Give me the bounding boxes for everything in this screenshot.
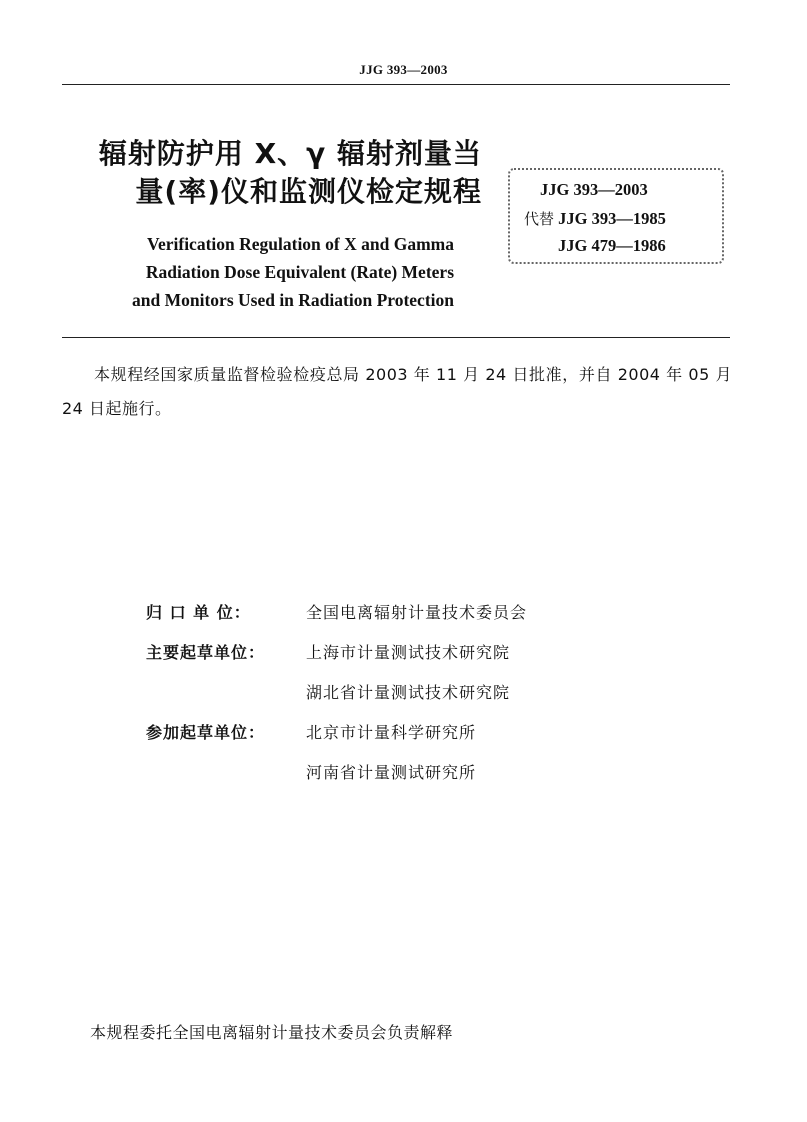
interpretation-note: 本规程委托全国电离辐射计量技术委员会负责解释 [90, 1023, 454, 1042]
current-standard-code: JJG 393—2003 [540, 180, 648, 199]
participating-unit-1: 北京市计量科学研究所 [306, 723, 477, 742]
main-drafting-unit-2: 湖北省计量测试技术研究院 [306, 683, 511, 702]
responsible-unit-label: 归 口 单 位： [146, 603, 251, 622]
title-en-line-2: Radiation Dose Equivalent (Rate) Meters [145, 262, 454, 282]
title-cn-line-2: 量(率)仪和监测仪检定规程 [135, 175, 482, 208]
title-en-line-1: Verification Regulation of X and Gamma [146, 234, 454, 254]
header-rule [62, 84, 730, 85]
title-cn-line-1: 辐射防护用 X、γ 辐射剂量当 [98, 137, 482, 170]
participating-unit-2: 河南省计量测试研究所 [306, 763, 477, 782]
participating-drafting-label: 参加起草单位： [146, 723, 266, 742]
replaces-line [524, 208, 666, 229]
responsible-unit: 全国电离辐射计量技术委员会 [306, 603, 528, 622]
approval-statement: 本规程经国家质量监督检验检疫总局 2003 年 11 月 24 日批准，并自 2004 年 05 月 24 日起施行。 [62, 365, 732, 418]
main-drafting-unit-1: 上海市计量测试技术研究院 [306, 643, 511, 662]
replaced-standard-2: JJG 479—1986 [558, 236, 666, 255]
replaced-standard-1: JJG 393—1985 [558, 209, 666, 228]
title-en-line-3: and Monitors Used in Radiation Protection [132, 290, 454, 310]
replaces-label: 代替 [524, 210, 555, 228]
header-standard-code: JJG 393—2003 [359, 62, 448, 77]
main-drafting-label: 主要起草单位： [146, 643, 266, 662]
title-rule [62, 337, 730, 338]
replacement-box [508, 168, 724, 264]
